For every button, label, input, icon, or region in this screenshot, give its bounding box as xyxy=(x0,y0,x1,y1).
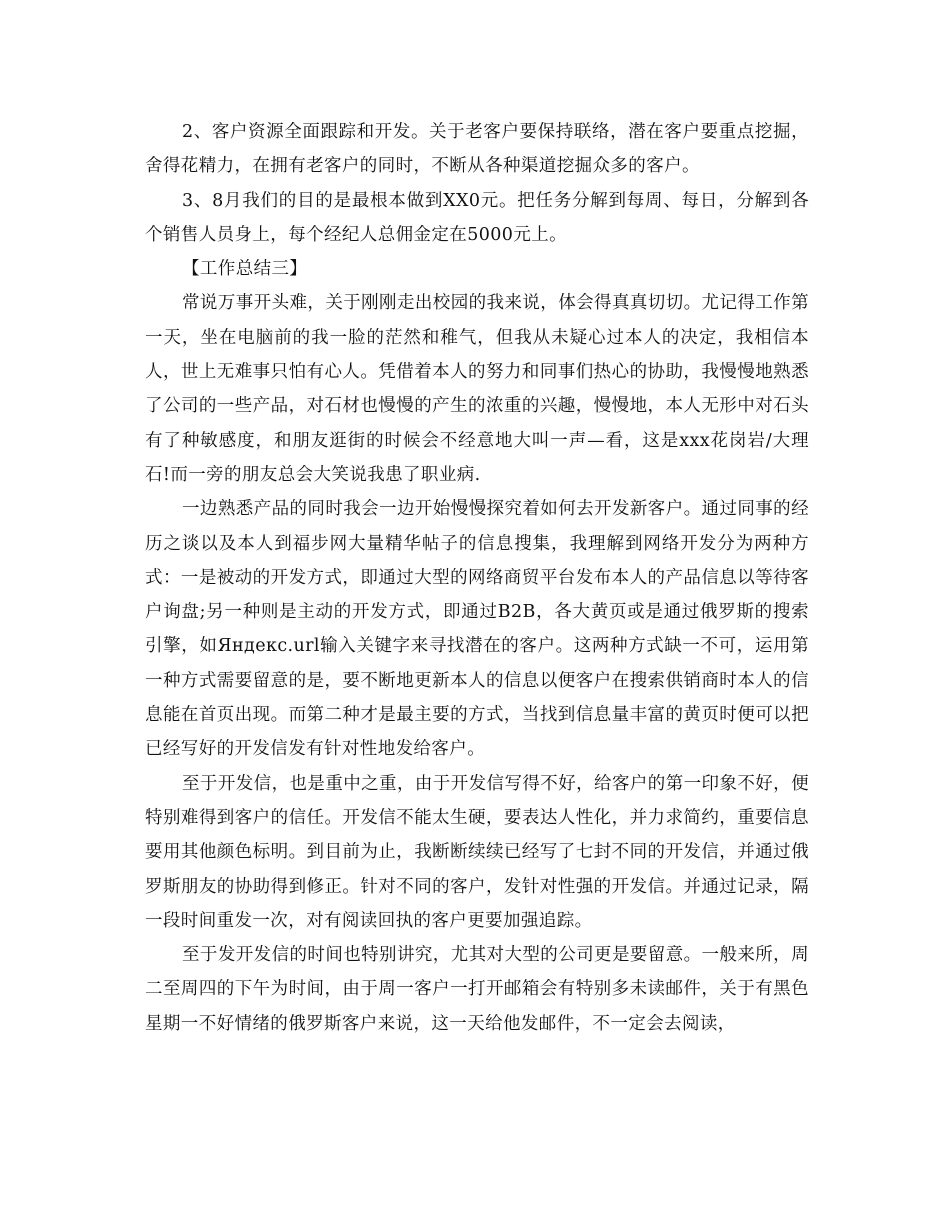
paragraph-sending-time: 至于发开发信的时间也特别讲究，尤其对大型的公司更是要留意。一般来所，周二至周四的下午为时间，由于周一客户一打开邮箱会有特别多未读邮件，关于有黑色星期一不好情绪的俄罗斯客户来说，这一天给他发邮件，不一定会去阅读， xyxy=(145,945,809,1034)
paragraph-development-letter: 至于开发信，也是重中之重，由于开发信写得不好，给客户的第一印象不好，便特别难得到客户的信任。开发信不能太生硬，要表达人性化，并力求简约，重要信息要用其他颜色标明。到目前为止，我断断续续已经写了七封不同的开发信，并通过俄罗斯朋友的协助得到修正。针对不同的客户，发针对性强的开发信。并通过记录，隔一段时间重发一次，对有阅读回执的客户更要加强追踪。 xyxy=(145,773,809,931)
document-body xyxy=(145,115,809,1041)
paragraph-new-clients: 一边熟悉产品的同时我会一边开始慢慢探究着如何去开发新客户。通过同事的经历之谈以及本人到福步网大量精华帖子的信息搜集，我理解到网络开发分为两种方式：一是被动的开发方式，即通过大型的网络商贸平台发布本人的产品信息以等待客户询盘;另一种则是主动的开发方式，即通过B2B，各大黄页或是通过俄罗斯的搜索引擎，如Яндекс.url输入关键字来寻找潜在的客户。这两种方式缺一不可，运用第一种方式需要留意的是，要不断地更新本人的信息以便客户在搜索供销商时本人的信息能在首页出现。而第二种才是最主要的方式，当找到信息量丰富的黄页时便可以把已经写好的开发信发有针对性地发给客户。 xyxy=(145,499,809,760)
paragraph-first-day: 常说万事开头难，关于刚刚走出校园的我来说，体会得真真切切。尤记得工作第一天，坐在电脑前的我一脸的茫然和稚气，但我从未疑心过本人的决定，我相信本人，世上无难事只怕有心人。凭借着本人的努力和同事们热心的协助，我慢慢地熟悉了公司的一些产品，对石材也慢慢的产生的浓重的兴趣，慢慢地，本人无形中对石头有了种敏感度，和朋友逛街的时候会不经意地大叫一声—看，这是xxx花岗岩/大理石!而一旁的朋友总会大笑说我患了职业病. xyxy=(145,293,809,485)
section-heading: 【工作总结三】 xyxy=(182,259,308,280)
paragraph-august-goal: 3、8月我们的目的是最根本做到XX0元。把任务分解到每周、每日，分解到各个销售人员身上，每个经纪人总佣金定在5000元上。 xyxy=(145,190,809,245)
paragraph-customer-resources: 2、客户资源全面跟踪和开发。关于老客户要保持联络，潜在客户要重点挖掘，舍得花精力，在拥有老客户的同时，不断从各种渠道挖掘众多的客户。 xyxy=(145,122,809,177)
